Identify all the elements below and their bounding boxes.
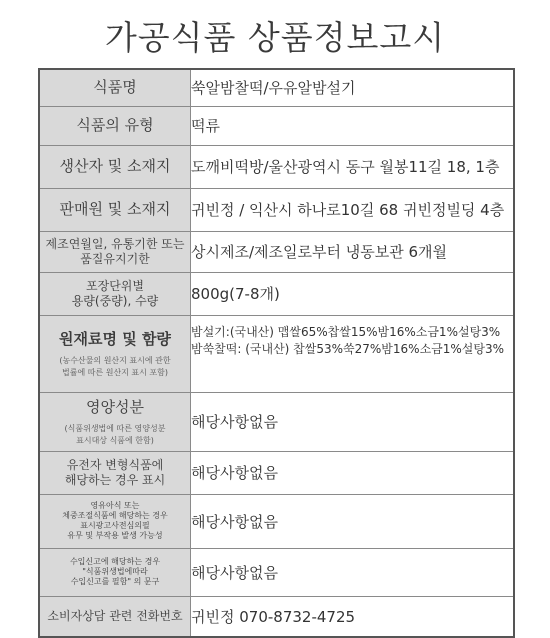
table-row	[39, 69, 514, 106]
row-label-product-name: 식품명	[39, 69, 191, 106]
table-row	[39, 451, 514, 494]
row-value-gmo: 해당사항없음	[191, 451, 515, 494]
row-label-heading: 원재료명 및 함량	[59, 330, 171, 349]
row-label-line: 유전자 변형식품에	[66, 457, 164, 472]
table-row	[39, 106, 514, 145]
ingredient-line: 밤설기:(국내산) 맵쌀65%찹쌀15%밤16%소금1%설탕3%	[191, 324, 501, 339]
row-label-seller: 판매원 및 소재지	[39, 188, 191, 231]
row-label-expiry	[39, 231, 191, 272]
note-line: 법률에 따른 원산지 표시 포함)	[61, 367, 169, 377]
ingredient-line: 밤쑥찰떡: (국내산) 찹쌀53%쑥27%밤16%소금1%설탕3%	[191, 341, 505, 356]
row-label-line: 유무 및 부작용 발생 가능성	[67, 531, 163, 540]
row-label-line: "식품위생법에따라	[82, 567, 148, 576]
table-row	[39, 392, 514, 451]
row-value-infant-food: 해당사항없음	[191, 494, 515, 548]
row-label-contact: 소비자상담 관련 전화번호	[39, 596, 191, 637]
row-label-line: 해당하는 경우 표시	[64, 472, 166, 487]
row-value-ingredients	[191, 315, 515, 392]
row-label-ingredients	[39, 315, 191, 392]
row-label-line: 영유아식 또는	[90, 501, 140, 510]
row-label-note	[40, 355, 190, 377]
row-value-import: 해당사항없음	[191, 548, 515, 596]
product-info-table	[38, 68, 515, 638]
page-title: 가공식품 상품정보고시	[104, 18, 446, 57]
table-row	[39, 548, 514, 596]
row-label-import	[39, 548, 191, 596]
row-label-line: 품질유지기한	[80, 251, 150, 266]
row-value-producer: 도깨비떡방/울산광역시 동구 월봉11길 18, 1층	[191, 145, 515, 188]
row-value-seller: 귀빈정 / 익산시 하나로10길 68 귀빈정빌딩 4층	[191, 188, 515, 231]
row-label-food-type: 식품의 유형	[39, 106, 191, 145]
table-row	[39, 494, 514, 548]
row-value-nutrition: 해당사항없음	[191, 392, 515, 451]
row-value-contact: 귀빈정 070-8732-4725	[191, 596, 515, 637]
table-row	[39, 188, 514, 231]
row-label-note	[40, 423, 190, 445]
row-label-gmo	[39, 451, 191, 494]
row-value-expiry: 상시제조/제조일로부터 냉동보관 6개월	[191, 231, 515, 272]
row-label-line: 체중조절식품에 해당하는 경우	[62, 511, 168, 520]
table-row	[39, 272, 514, 315]
table-row	[39, 231, 514, 272]
row-label-heading: 영양성분	[86, 398, 144, 417]
table-row	[39, 315, 514, 392]
note-line: (농수산물의 원산지 표시에 관한	[59, 356, 171, 366]
row-label-line: 제조연월일, 유통기한 또는	[45, 236, 185, 251]
row-label-infant-food	[39, 494, 191, 548]
row-label-line: 포장단위별	[86, 278, 144, 293]
row-value-food-type: 떡류	[191, 106, 515, 145]
note-line: 표시대상 식품에 한함)	[76, 435, 154, 445]
row-label-package	[39, 272, 191, 315]
table-row	[39, 145, 514, 188]
row-label-line: 용량(중량), 수량	[71, 293, 159, 308]
row-label-nutrition	[39, 392, 191, 451]
row-label-line: 수입신고에 해당하는 경우	[69, 557, 161, 566]
row-label-line: 표시광고사전심의필	[80, 521, 150, 530]
row-value-package: 800g(7-8개)	[191, 272, 515, 315]
table-row	[39, 596, 514, 637]
note-line: (식품위생법에 따른 영양성분	[64, 424, 166, 434]
row-label-line: 수입신고를 필함" 의 문구	[70, 577, 160, 586]
row-label-producer: 생산자 및 소재지	[39, 145, 191, 188]
row-value-product-name: 쑥알밤찰떡/우유알밤설기	[191, 69, 515, 106]
